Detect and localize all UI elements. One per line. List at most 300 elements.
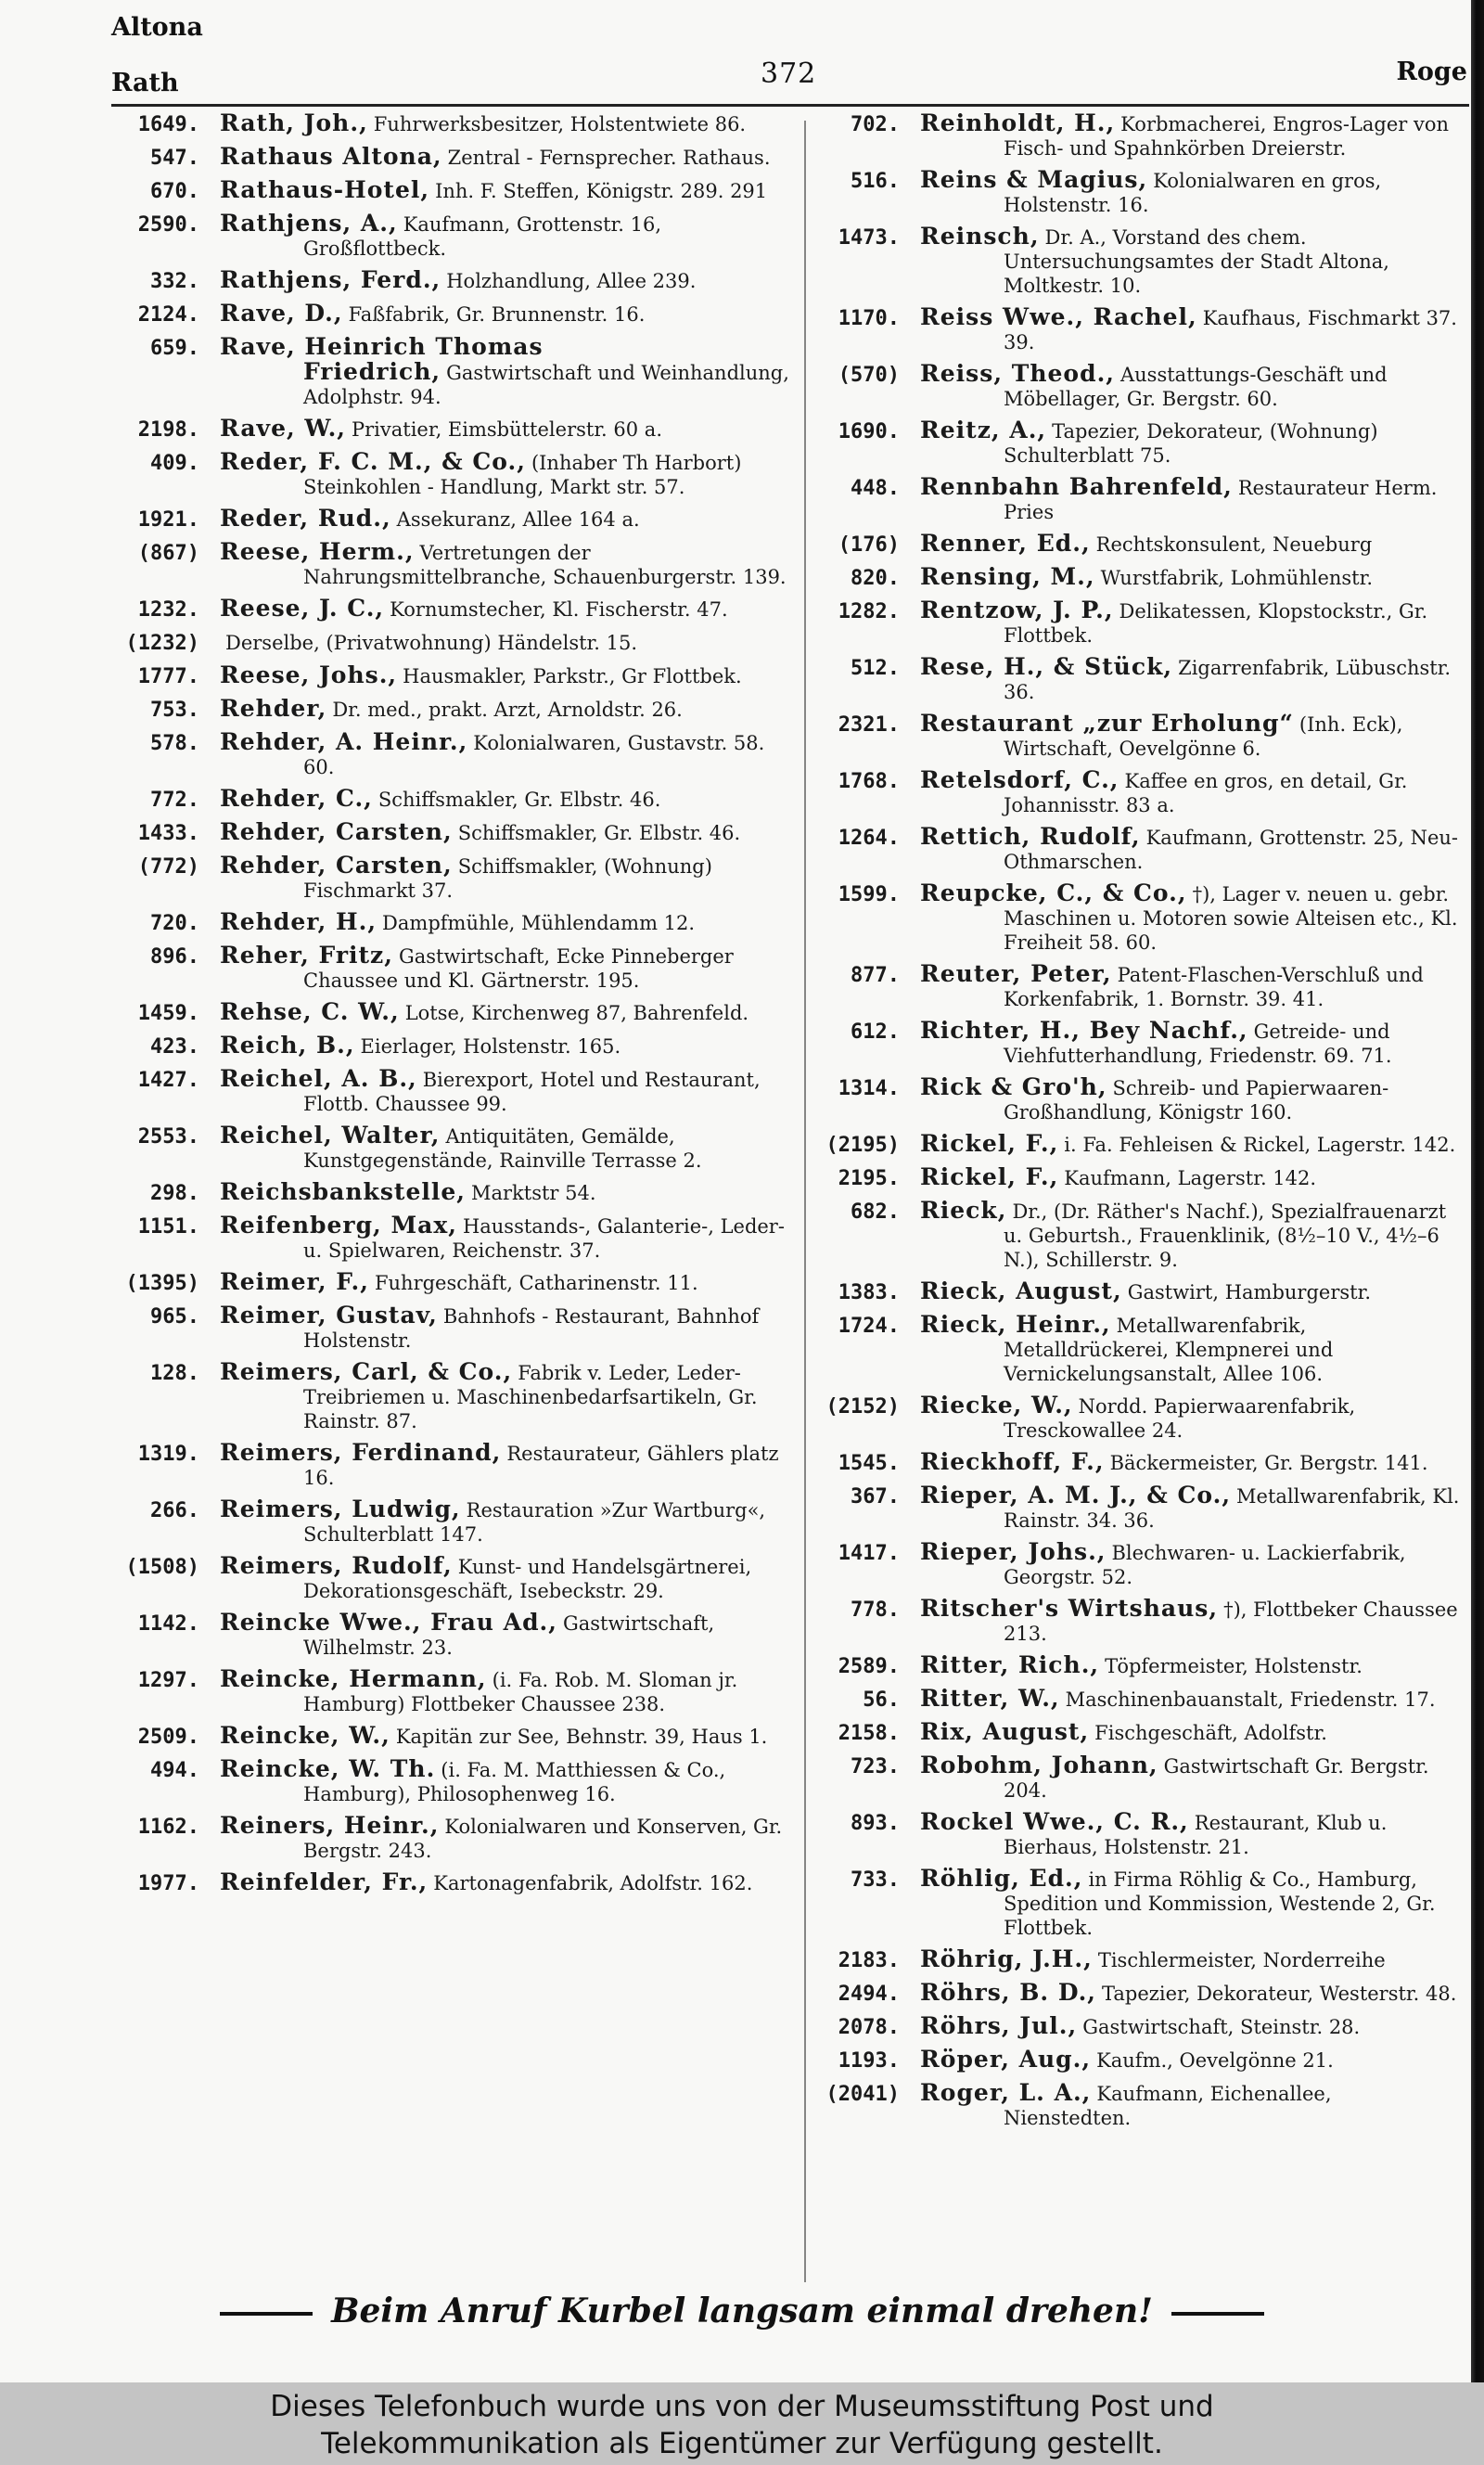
phone-number: 1649. — [137, 113, 199, 136]
entry-text — [920, 111, 1461, 160]
subscriber-details: Fischgeschäft, Adolfstr. — [1094, 1722, 1327, 1744]
entry-text — [220, 854, 793, 903]
subscriber-details: Patent-Flaschen-Verschluß und Korkenfabrik, 1. Bornstr. 39. 41. — [1004, 964, 1424, 1010]
directory-entry — [107, 1123, 793, 1173]
entry-text — [920, 1753, 1461, 1803]
phone-number: 266. — [150, 1499, 199, 1522]
subscriber-details: Eierlager, Holstenstr. 165. — [360, 1035, 621, 1058]
entry-text — [920, 1981, 1461, 2006]
entry-text — [220, 944, 793, 993]
phone-number: 494. — [150, 1759, 199, 1782]
entry-text — [220, 212, 793, 261]
subscriber-name: Reese, Johs., — [220, 661, 398, 688]
subscriber-name: Reder, F. C. M., & Co., — [220, 448, 526, 475]
subscriber-name: Reincke Wwe., Frau Ad., — [220, 1609, 557, 1636]
phone-number: 670. — [150, 180, 199, 203]
subscriber-details: Wurstfabrik, Lohmühlenstr. — [1100, 567, 1374, 589]
entry-text — [920, 2048, 1461, 2073]
subscriber-name: Reimer, F., — [220, 1268, 369, 1295]
phone-number: 1768. — [838, 770, 900, 793]
phone-number: 1170. — [838, 307, 900, 330]
phone-number: 1724. — [838, 1315, 900, 1338]
directory-entry — [807, 1199, 1461, 1272]
subscriber-details: Schiffsmakler, (Wohnung) Fischmarkt 37. — [303, 855, 712, 902]
entry-text — [220, 1441, 793, 1490]
header-name-range-end: Roge — [1396, 58, 1467, 86]
entry-text — [220, 417, 793, 442]
subscriber-details: Kornumstecher, Kl. Fischerstr. 47. — [390, 598, 728, 621]
subscriber-name: Rath, Joh., — [220, 109, 368, 136]
phone-number: 367. — [851, 1485, 900, 1509]
directory-entry — [807, 1810, 1461, 1859]
column-divider — [804, 121, 806, 2282]
entry-text — [920, 1483, 1461, 1533]
entry-text — [920, 1687, 1461, 1712]
footer-dash-right — [1171, 2312, 1264, 2316]
header-location: Altona — [111, 13, 203, 42]
directory-entry — [807, 1132, 1461, 1158]
left-column — [107, 111, 793, 1904]
phone-number: 1777. — [137, 665, 199, 688]
directory-entry — [807, 1313, 1461, 1386]
subscriber-name: Rennbahn Bahrenfeld, — [920, 473, 1233, 500]
subscriber-details: Kunst- und Handelsgärtnerei, Dekorationsgeschäft, Isebeckstr. 29. — [303, 1556, 752, 1602]
subscriber-details: Kapitän zur See, Behnstr. 39, Haus 1. — [395, 1726, 768, 1748]
entry-text — [920, 962, 1461, 1011]
subscriber-name: Rick & Gro'h, — [920, 1073, 1107, 1100]
subscriber-name: Rix, August, — [920, 1718, 1090, 1745]
subscriber-details: Kaufhaus, Fischmarkt 37. 39. — [1004, 307, 1457, 353]
subscriber-name: Rickel, F., — [920, 1163, 1059, 1190]
footer-slogan-text: Beim Anruf Kurbel langsam einmal drehen! — [331, 2292, 1153, 2330]
entry-text — [920, 1279, 1461, 1304]
phone-number: 2195. — [838, 1167, 900, 1190]
directory-entry — [107, 1611, 793, 1660]
subscriber-name: Reinfelder, Fr., — [220, 1868, 429, 1895]
subscriber-name: Rehder, C., — [220, 785, 373, 812]
phone-number: 1193. — [838, 2049, 900, 2073]
subscriber-details: Dr. med., prakt. Arzt, Arnoldstr. 26. — [332, 699, 683, 721]
directory-entry — [807, 881, 1461, 955]
phone-number: (1395) — [125, 1272, 199, 1295]
directory-entry — [107, 1870, 793, 1896]
entry-text — [920, 1132, 1461, 1157]
phone-number: 1921. — [137, 508, 199, 532]
entry-text — [220, 1067, 793, 1116]
entry-text — [220, 268, 793, 293]
subscriber-name: Reincke, W., — [220, 1722, 390, 1749]
directory-entry — [107, 1000, 793, 1026]
phone-number: 965. — [150, 1305, 199, 1329]
subscriber-details: Gastwirtschaft und Weinhandlung, Adolphstr. 94. — [303, 362, 789, 408]
subscriber-name: Reiss Wwe., Rachel, — [920, 303, 1197, 330]
subscriber-details: Metallwarenfabrik, Kl. Rainstr. 34. 36. — [1004, 1485, 1460, 1532]
subscriber-details: Kaufmann, Grottenstr. 25, Neu-Othmarschen. — [1004, 827, 1459, 873]
phone-number: 1151. — [137, 1215, 199, 1239]
subscriber-name: Röhrs, B. D., — [920, 1979, 1097, 2006]
subscriber-details: Kaufm., Oevelgönne 21. — [1096, 2049, 1334, 2072]
directory-entry — [107, 1303, 793, 1353]
phone-number: (2195) — [825, 1134, 900, 1157]
subscriber-details: Nordd. Papierwaarenfabrik, Tresckowallee 24. — [1004, 1395, 1356, 1442]
subscriber-name: Restaurant „zur Erholung“ — [920, 710, 1294, 737]
subscriber-details: Holzhandlung, Allee 239. — [446, 270, 697, 292]
phone-number: 612. — [851, 1021, 900, 1044]
subscriber-details: Rechtskonsulent, Neueburg — [1095, 533, 1373, 556]
entry-text — [220, 730, 793, 779]
directory-entry — [107, 910, 793, 936]
phone-number: 423. — [150, 1035, 199, 1059]
subscriber-details: Gastwirtschaft, Ecke Pinneberger Chaussee und Kl. Gärtnerstr. 195. — [303, 945, 734, 992]
header-rule — [111, 104, 1469, 107]
directory-entry — [107, 663, 793, 689]
subscriber-name: Rave, D., — [220, 300, 343, 327]
entry-text — [920, 1199, 1461, 1272]
phone-number: (867) — [137, 542, 199, 565]
subscriber-name: Reich, B., — [220, 1032, 355, 1059]
phone-number: 1427. — [137, 1069, 199, 1092]
subscriber-details: Schiffsmakler, Gr. Elbstr. 46. — [457, 822, 741, 844]
entry-text — [220, 302, 793, 327]
subscriber-name: Reimers, Ferdinand, — [220, 1439, 502, 1466]
phone-number: 820. — [851, 567, 900, 590]
subscriber-details: †), Lager v. neuen u. gebr. Maschinen u. Motoren sowie Alteisen etc., Kl. Freiheit 58. 60. — [1004, 883, 1458, 954]
caption-line-1: Dieses Telefonbuch wurde uns von der Museumsstiftung Post und — [270, 2390, 1214, 2423]
phone-number: 893. — [851, 1812, 900, 1835]
directory-entry — [807, 1279, 1461, 1305]
entry-text — [920, 1653, 1461, 1678]
subscriber-name: Riecke, W., — [920, 1392, 1073, 1419]
phone-number: (570) — [838, 364, 900, 387]
subscriber-name: Reincke, Hermann, — [220, 1665, 487, 1692]
directory-entry — [107, 1814, 793, 1863]
directory-entry — [107, 854, 793, 903]
subscriber-name: Reins & Magius, — [920, 166, 1148, 193]
phone-number: 772. — [150, 789, 199, 812]
phone-number: (2152) — [825, 1395, 900, 1419]
subscriber-name: Reimers, Carl, & Co., — [220, 1358, 513, 1385]
entry-text — [220, 820, 793, 845]
subscriber-name: Rehder, H., — [220, 908, 377, 935]
directory-entry — [107, 335, 793, 409]
subscriber-name: Rieck, August, — [920, 1277, 1122, 1304]
subscriber-details: Gastwirtschaft Gr. Bergstr. 204. — [1004, 1755, 1429, 1802]
entry-text — [220, 1360, 793, 1433]
directory-entry — [807, 225, 1461, 298]
subscriber-name: Reher, Fritz, — [220, 942, 393, 969]
directory-entry — [107, 268, 793, 294]
phone-number: 516. — [851, 170, 900, 193]
phone-number: (176) — [838, 533, 900, 557]
entry-text — [920, 598, 1461, 648]
subscriber-name: Röhlig, Ed., — [920, 1865, 1083, 1892]
entry-text — [220, 145, 793, 170]
subscriber-details: Fuhrwerksbesitzer, Holstentwiete 86. — [373, 113, 747, 135]
subscriber-name: Reupcke, C., & Co., — [920, 879, 1187, 906]
entry-text — [220, 597, 793, 622]
entry-text — [920, 1165, 1461, 1190]
subscriber-details: Zigarrenfabrik, Lübuschstr. 36. — [1004, 657, 1452, 703]
footer-slogan — [0, 2292, 1484, 2330]
phone-number: 659. — [150, 337, 199, 360]
subscriber-name: Rehder, Carsten, — [220, 818, 453, 845]
phone-number: (772) — [137, 855, 199, 879]
phone-number: 2078. — [838, 2016, 900, 2039]
entry-text — [220, 1213, 793, 1263]
entry-text — [220, 507, 793, 532]
entry-text — [920, 1597, 1461, 1646]
directory-entry — [807, 1165, 1461, 1191]
subscriber-name: Richter, H., Bey Nachf., — [920, 1017, 1248, 1044]
directory-entry — [107, 1724, 793, 1750]
directory-entry — [107, 1441, 793, 1490]
directory-entry — [107, 1034, 793, 1059]
caption-line-2: Telekommunikation als Eigentümer zur Verfügung gestellt. — [321, 2427, 1163, 2460]
phone-number: 1297. — [137, 1669, 199, 1692]
subscriber-details: Tapezier, Dekorateur, (Wohnung) Schulterblatt 75. — [1004, 420, 1378, 467]
entry-text — [220, 335, 793, 409]
page-binding-edge — [1471, 0, 1484, 2382]
subscriber-details: (i. Fa. Rob. M. Sloman jr. Hamburg) Flottbeker Chaussee 238. — [303, 1669, 738, 1715]
subscriber-details: Zentral - Fernsprecher. Rathaus. — [447, 147, 771, 169]
directory-entry — [807, 1540, 1461, 1589]
subscriber-details: Faßfabrik, Gr. Brunnenstr. 16. — [348, 303, 646, 326]
directory-entry — [807, 475, 1461, 524]
directory-entry — [807, 418, 1461, 468]
phone-number: 1162. — [137, 1816, 199, 1839]
entry-text — [920, 1867, 1461, 1940]
right-column — [807, 111, 1461, 2138]
entry-text — [220, 1554, 793, 1603]
subscriber-name: Rickel, F., — [920, 1130, 1059, 1157]
subscriber-details: Ausstattungs-Geschäft und Möbellager, Gr. Bergstr. 60. — [1004, 364, 1388, 410]
subscriber-details: Hausstands-, Galanterie-, Leder- u. Spielwaren, Reichenstr. 37. — [303, 1215, 785, 1262]
directory-entry — [107, 212, 793, 261]
subscriber-name: Rieckhoff, F., — [920, 1448, 1105, 1475]
directory-entry — [107, 1360, 793, 1433]
subscriber-details: Dampfmühle, Mühlendamm 12. — [382, 912, 696, 934]
subscriber-details: Korbmacherei, Engros-Lager von Fisch- und Spahnkörben Dreierstr. — [1004, 113, 1450, 160]
entry-text — [920, 1947, 1461, 1972]
directory-entry — [107, 1757, 793, 1806]
phone-number: 2590. — [137, 213, 199, 237]
subscriber-name: Robohm, Johann, — [920, 1752, 1158, 1778]
subscriber-name: Reiners, Heinr., — [220, 1812, 440, 1839]
subscriber-name: Reinholdt, H., — [920, 111, 1116, 136]
subscriber-name: Reder, Rud., — [220, 505, 391, 532]
directory-entry — [107, 1497, 793, 1547]
directory-entry — [107, 450, 793, 499]
subscriber-name: Reimers, Rudolf, — [220, 1552, 453, 1579]
entry-text — [920, 2081, 1461, 2130]
subscriber-name: Rathjens, Ferd., — [220, 266, 441, 293]
directory-entry — [107, 630, 793, 656]
subscriber-name: Rehder, — [220, 695, 327, 722]
directory-entry — [107, 507, 793, 533]
directory-entry — [807, 1393, 1461, 1443]
directory-entry — [807, 655, 1461, 704]
subscriber-name: Rieper, Johs., — [920, 1538, 1107, 1565]
subscriber-details: Töpfermeister, Holstenstr. — [1105, 1655, 1362, 1677]
phone-number: 2589. — [838, 1655, 900, 1678]
subscriber-details: Schreib- und Papierwaaren-Großhandlung, Königstr 160. — [1004, 1077, 1389, 1123]
phone-number: 1690. — [838, 420, 900, 443]
directory-entry — [807, 1597, 1461, 1646]
subscriber-name: Ritter, Rich., — [920, 1651, 1100, 1678]
entry-text — [920, 881, 1461, 955]
directory-entry — [807, 2081, 1461, 2130]
phone-number: 298. — [150, 1182, 199, 1205]
entry-text — [220, 697, 793, 722]
phone-number: 2494. — [838, 1983, 900, 2006]
entry-text — [920, 768, 1461, 817]
directory-entry — [807, 768, 1461, 817]
subscriber-details: Restaurateur, Gählers platz 16. — [303, 1443, 779, 1489]
phone-number: 56. — [863, 1688, 900, 1712]
subscriber-name: Reitz, A., — [920, 417, 1047, 443]
entry-text — [920, 1720, 1461, 1745]
phone-number: 1142. — [137, 1612, 199, 1636]
directory-entry — [807, 712, 1461, 761]
directory-entry — [107, 1213, 793, 1263]
subscriber-name: Rave, Heinrich Thomas Friedrich, — [220, 333, 544, 385]
phone-number: 733. — [851, 1868, 900, 1892]
subscriber-details: Bierexport, Hotel und Restaurant, Flottb. Chaussee 99. — [303, 1069, 761, 1115]
directory-entry — [107, 145, 793, 171]
directory-entry — [807, 1075, 1461, 1124]
subscriber-details: Dr., (Dr. Räther's Nachf.), Spezialfrauenarzt u. Geburtsh., Frauenklinik, (8½–10 V., 4½–6 N.), Schillerstr. 9. — [1004, 1200, 1447, 1271]
phone-number: 682. — [851, 1200, 900, 1224]
subscriber-name: Rathaus Altona, — [220, 143, 442, 170]
subscriber-name: Röper, Aug., — [920, 2046, 1092, 2073]
subscriber-name: Ritscher's Wirtshaus, — [920, 1595, 1219, 1622]
subscriber-name: Reinsch, — [920, 223, 1040, 250]
directory-entry — [807, 1981, 1461, 2007]
subscriber-name: Rentzow, J. P., — [920, 597, 1114, 623]
phone-number: (1232) — [125, 632, 199, 655]
directory-entry — [807, 1720, 1461, 1746]
entry-text — [220, 1123, 793, 1173]
entry-text — [220, 1814, 793, 1863]
subscriber-name: Rieper, A. M. J., & Co., — [920, 1482, 1232, 1509]
subscriber-details: Privatier, Eimsbüttelerstr. 60 a. — [351, 418, 662, 441]
subscriber-name: Reimers, Ludwig, — [220, 1496, 461, 1522]
subscriber-details: Dr. A., Vorstand des chem. Untersuchungsamtes der Stadt Altona, Moltkestr. 10. — [1004, 226, 1389, 297]
footer-dash-left — [220, 2312, 313, 2316]
subscriber-name: Rehder, A. Heinr., — [220, 728, 468, 755]
subscriber-details: Metallwarenfabrik, Metalldrückerei, Klempnerei und Vernickelungsanstalt, Allee 106. — [1004, 1315, 1334, 1385]
entry-text — [220, 1724, 793, 1749]
phone-number: 720. — [150, 912, 199, 935]
entry-text — [920, 418, 1461, 468]
subscriber-details: Restaurateur Herm. Pries — [1004, 477, 1438, 523]
subscriber-name: Rathjens, A., — [220, 210, 398, 237]
phone-number: 2553. — [137, 1125, 199, 1149]
subscriber-details: Kaufmann, Lagerstr. 142. — [1064, 1167, 1317, 1189]
entry-text — [920, 225, 1461, 298]
subscriber-name: Reimer, Gustav, — [220, 1302, 438, 1329]
subscriber-details: Lotse, Kirchenweg 87, Bahrenfeld. — [404, 1002, 749, 1024]
entry-text — [920, 1313, 1461, 1386]
phone-number: 1319. — [137, 1443, 199, 1466]
subscriber-name: Rensing, M., — [920, 563, 1095, 590]
phone-number: 1599. — [838, 883, 900, 906]
directory-entry — [807, 362, 1461, 411]
directory-entry — [107, 111, 793, 137]
entry-text — [920, 2014, 1461, 2039]
subscriber-details: Gastwirt, Hamburgerstr. — [1127, 1281, 1372, 1303]
directory-entry — [107, 787, 793, 813]
subscriber-details: (Inh. Eck), Wirtschaft, Oevelgönne 6. — [1004, 713, 1403, 760]
subscriber-name: Röhrig, J.H., — [920, 1945, 1093, 1972]
subscriber-details: (Inhaber Th Harbort) Steinkohlen - Handlung, Markt str. 57. — [303, 452, 742, 498]
entry-text — [920, 565, 1461, 590]
directory-entry — [807, 532, 1461, 558]
phone-number: 512. — [851, 657, 900, 680]
subscriber-name: Reincke, W. Th. — [220, 1755, 436, 1782]
subscriber-details: Gastwirtschaft, Wilhelmstr. 23. — [303, 1612, 715, 1659]
subscriber-details: Vertretungen der Nahrungsmittelbranche, Schauenburgerstr. 139. — [303, 542, 787, 588]
phone-number: (2041) — [825, 2083, 900, 2106]
directory-entry — [807, 2014, 1461, 2040]
phone-number: 1282. — [838, 600, 900, 623]
directory-entry — [807, 1653, 1461, 1679]
subscriber-name: Reuter, Peter, — [920, 960, 1112, 987]
entry-text — [220, 1034, 793, 1059]
directory-entry — [107, 597, 793, 623]
phone-number: 2158. — [838, 1722, 900, 1745]
subscriber-name: Reese, Herm., — [220, 538, 415, 565]
subscriber-details: Kolonialwaren en gros, Holstenstr. 16. — [1004, 170, 1382, 216]
subscriber-name: Rockel Wwe., C. R., — [920, 1808, 1189, 1835]
directory-entry — [807, 1450, 1461, 1476]
page-number: 372 — [761, 58, 817, 90]
directory-entry — [807, 111, 1461, 160]
directory-entry — [807, 2048, 1461, 2073]
subscriber-name: Reichsbankstelle, — [220, 1178, 466, 1205]
subscriber-details: †), Flottbeker Chaussee 213. — [1004, 1598, 1458, 1645]
phone-number: 1264. — [838, 827, 900, 850]
subscriber-name: Ritter, W., — [920, 1685, 1060, 1712]
phone-number: 778. — [851, 1598, 900, 1622]
phone-number: 2509. — [137, 1726, 199, 1749]
entry-text — [220, 1497, 793, 1547]
directory-entry — [807, 598, 1461, 648]
subscriber-details: Tapezier, Dekorateur, Westerstr. 48. — [1102, 1983, 1457, 2005]
directory-entry — [107, 178, 793, 204]
entry-text — [220, 111, 793, 136]
entry-text — [920, 305, 1461, 354]
directory-entry — [807, 565, 1461, 591]
subscriber-details: Bäckermeister, Gr. Bergstr. 141. — [1109, 1452, 1428, 1474]
phone-number: 896. — [150, 945, 199, 969]
directory-entry — [107, 944, 793, 993]
subscriber-details: (i. Fa. M. Matthiessen & Co., Hamburg), Philosophenweg 16. — [303, 1759, 726, 1805]
entry-text — [920, 1450, 1461, 1475]
subscriber-details: Gastwirtschaft, Steinstr. 28. — [1082, 2016, 1361, 2038]
phone-number: 1314. — [838, 1077, 900, 1100]
directory-entry — [107, 1180, 793, 1206]
directory-entry — [807, 1687, 1461, 1713]
subscriber-details: in Firma Röhlig & Co., Hamburg, Spedition und Kommission, Westende 2, Gr. Flottbek. — [1004, 1868, 1436, 1939]
entry-text — [220, 1000, 793, 1025]
entry-text — [220, 1870, 793, 1895]
phone-number: 1232. — [137, 598, 199, 622]
entry-text — [920, 655, 1461, 704]
directory-entry — [807, 825, 1461, 874]
subscriber-details: Kaufmann, Eichenallee, Nienstedten. — [1004, 2083, 1332, 2129]
phone-number: 1433. — [137, 822, 199, 845]
